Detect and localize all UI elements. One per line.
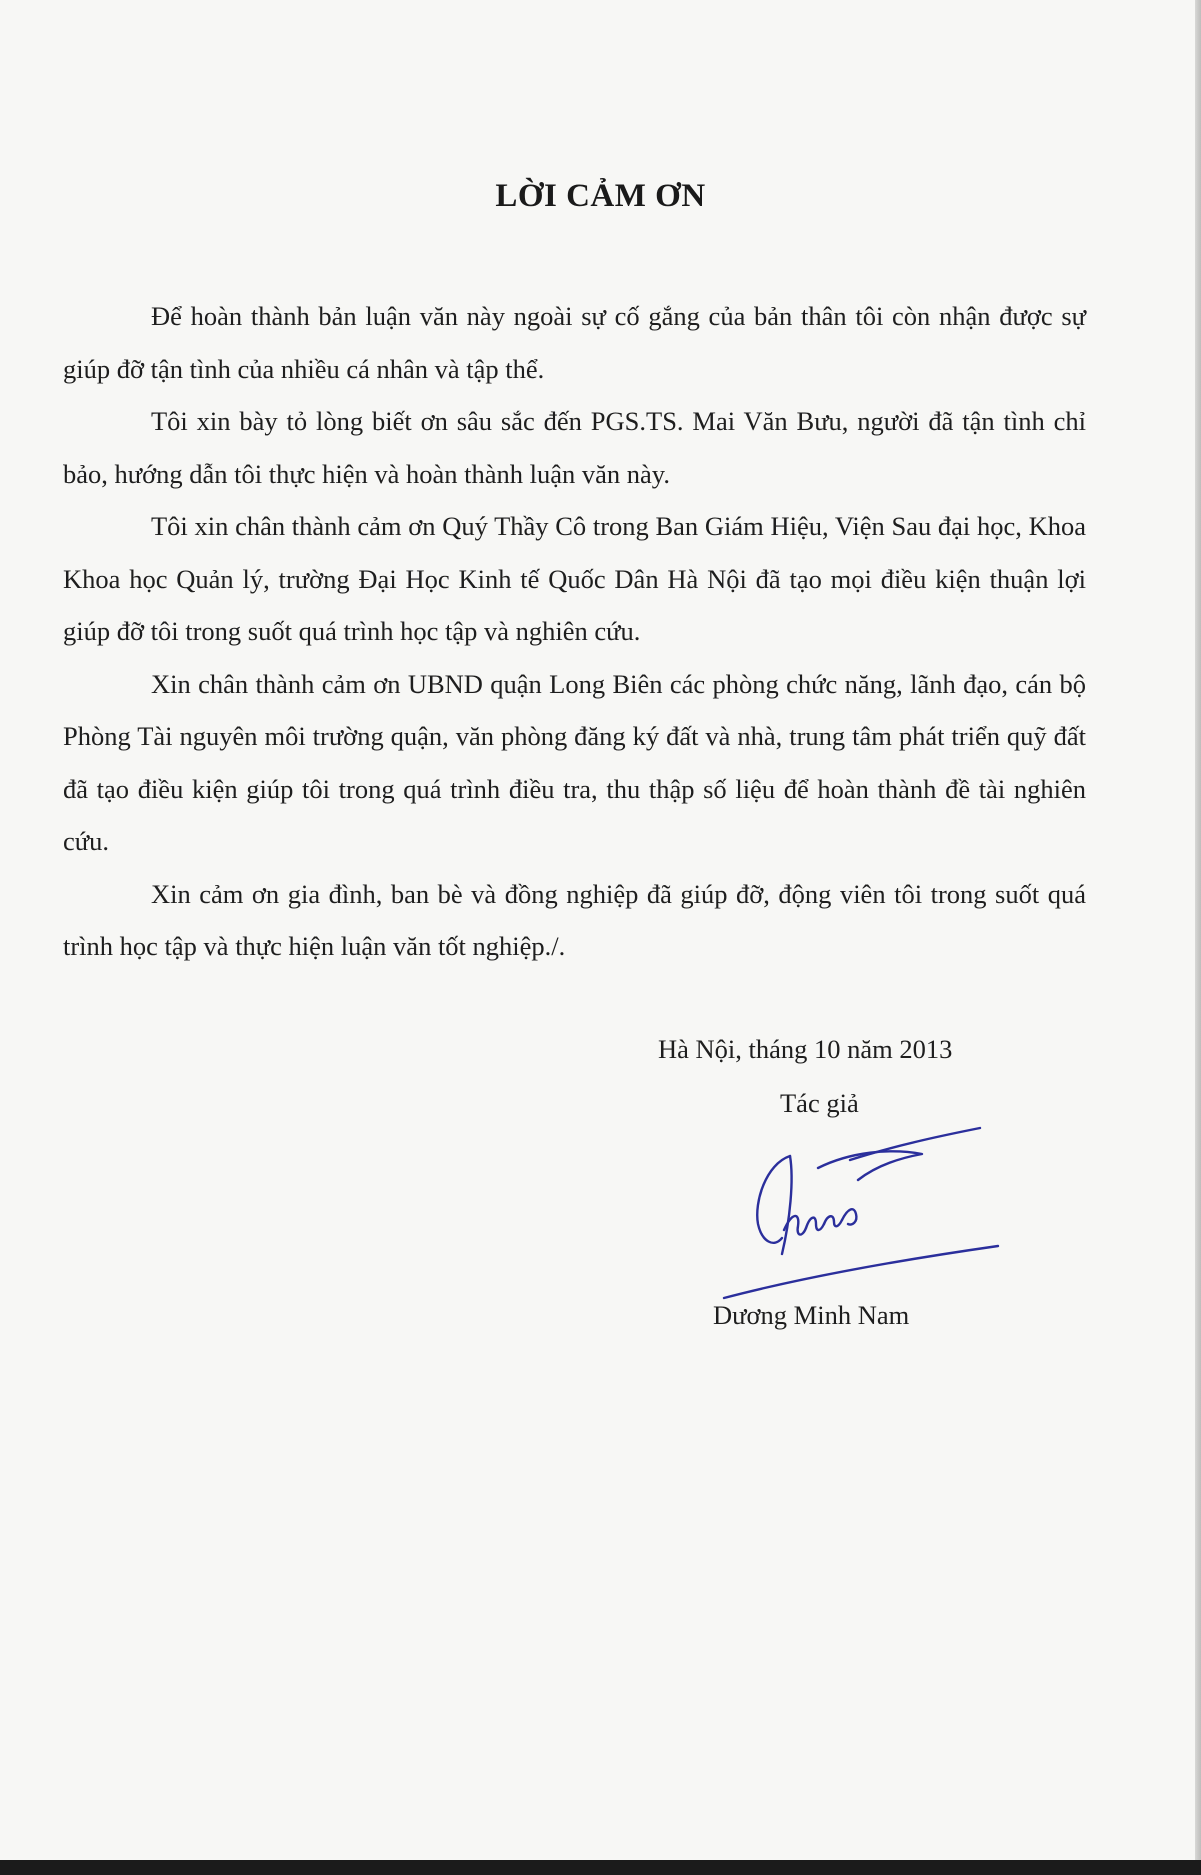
date-line: Hà Nội, tháng 10 năm 2013 bbox=[658, 1034, 953, 1064]
paragraph-3: Tôi xin chân thành cảm ơn Quý Thầy Cô trong Ban Giám Hiệu, Viện Sau đại học, Khoa Khoa học Quản lý, trường Đại Học Kinh tế Quốc Dân Hà Nội đã tạo mọi điều kiện thuận lợi giúp đỡ tôi trong suốt quá trình học tập và nghiên cứu. bbox=[63, 511, 1086, 646]
paragraph-2: Tôi xin bày tỏ lòng biết ơn sâu sắc đến PGS.TS. Mai Văn Bưu, người đã tận tình chỉ bảo, hướng dẫn tôi thực hiện và hoàn thành luận văn này. bbox=[63, 406, 1086, 489]
page-edge bbox=[1195, 0, 1201, 1860]
paragraph-4: Xin chân thành cảm ơn UBND quận Long Biên các phòng chức năng, lãnh đạo, cán bộ Phòng Tài nguyên môi trường quận, văn phòng đăng ký đất và nhà, trung tâm phát triển quỹ đất đã tạo điều kiện giúp tôi trong quá trình điều tra, thu thập số liệu để hoàn thành đề tài nghiên cứu. bbox=[63, 668, 1086, 856]
author-role: Tác giả bbox=[780, 1088, 859, 1118]
paragraph-5: Xin cảm ơn gia đình, ban bè và đồng nghiệp đã giúp đỡ, động viên tôi trong suốt quá trình học tập và thực hiện luận văn tốt nghiệp./. bbox=[63, 878, 1086, 961]
author-name: Dương Minh Nam bbox=[713, 1300, 910, 1330]
page-title: LỜI CẢM ƠN bbox=[495, 178, 706, 214]
acknowledgement-body bbox=[63, 290, 1086, 973]
signature-icon bbox=[700, 1120, 1000, 1300]
paragraph-1: Để hoàn thành bản luận văn này ngoài sự cố gắng của bản thân tôi còn nhận được sự giúp đỡ tận tình của nhiều cá nhân và tập thể. bbox=[63, 301, 1086, 384]
